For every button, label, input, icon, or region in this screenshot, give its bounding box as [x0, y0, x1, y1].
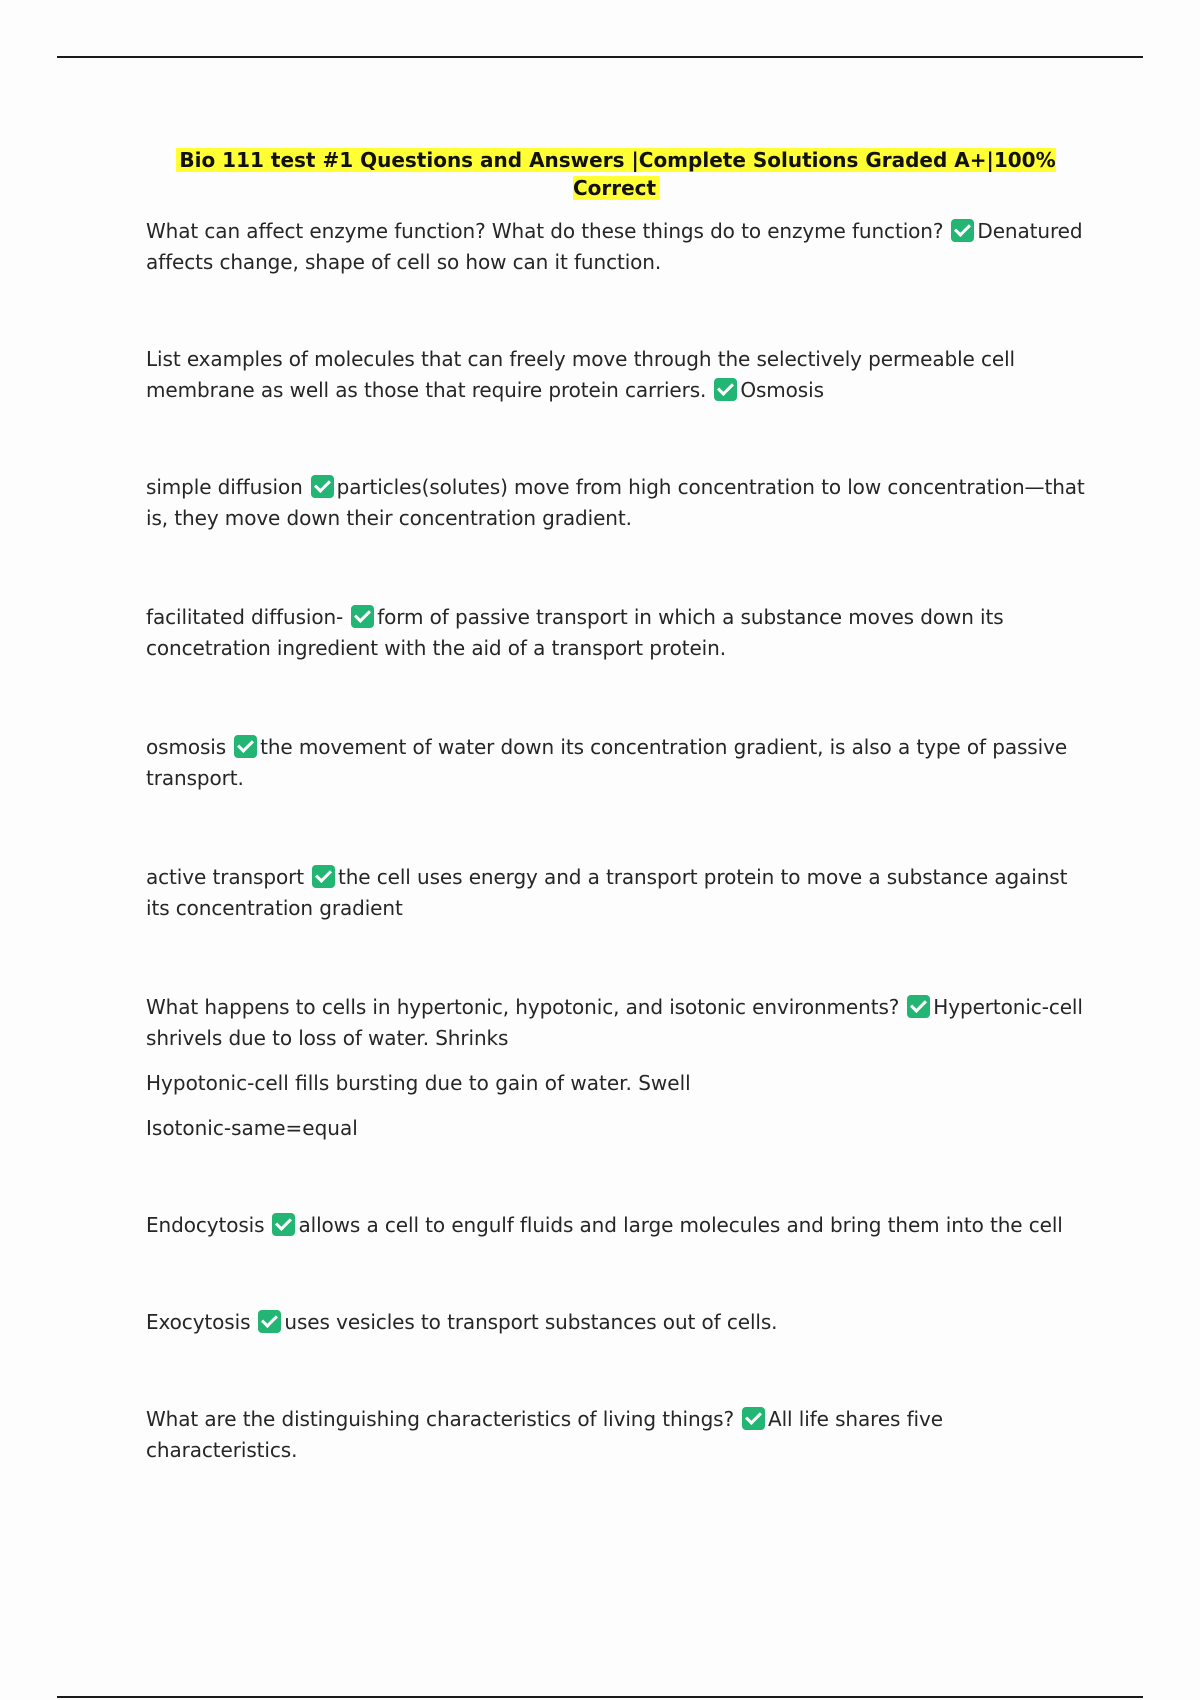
checkmark-icon: [312, 865, 335, 888]
answer-continuation: Isotonic-same=equal: [146, 1116, 358, 1140]
answer-text: form of passive transport in which a substance moves down its concetration ingredient with the aid of a transport protein.: [146, 605, 1004, 660]
checkmark-icon: [258, 1310, 281, 1333]
answer-continuation: Hypotonic-cell fills bursting due to gain of water. Swell: [146, 1071, 691, 1095]
answer-text: the movement of water down its concentration gradient, is also a type of passive transport.: [146, 735, 1068, 790]
question-text: simple diffusion: [146, 475, 303, 499]
document-title: Bio 111 test #1 Questions and Answers |Complete Solutions Graded A+|100% Correct: [146, 146, 1086, 202]
answer-text: All life shares five characteristics.: [146, 1407, 943, 1462]
checkmark-icon: [272, 1213, 295, 1236]
question-text: Exocytosis: [146, 1310, 251, 1334]
question-text: Endocytosis: [146, 1213, 265, 1237]
answer-text: Osmosis: [740, 378, 824, 402]
checkmark-icon: [951, 219, 974, 242]
checkmark-icon: [742, 1407, 765, 1430]
answer-text: Hypertonic-cell shrivels due to loss of water. Shrinks: [146, 995, 1083, 1050]
qa-item: [146, 1404, 1086, 1466]
question-text: What can affect enzyme function? What do these things do to enzyme function?: [146, 219, 944, 243]
checkmark-icon: [907, 995, 930, 1018]
qa-item: [146, 472, 1086, 534]
question-text: What are the distinguishing characteristics of living things?: [146, 1407, 735, 1431]
qa-item: [146, 992, 1086, 1144]
answer-text: Denatured affects change, shape of cell so how can it function.: [146, 219, 1083, 274]
qa-item: [146, 602, 1086, 664]
top-rule: [57, 56, 1143, 58]
qa-item: [146, 732, 1086, 794]
answer-text: uses vesicles to transport substances out of cells.: [284, 1310, 778, 1334]
checkmark-icon: [351, 605, 374, 628]
qa-item: [146, 1210, 1086, 1241]
checkmark-icon: [714, 378, 737, 401]
document-page: [146, 146, 1086, 1466]
question-text: facilitated diffusion-: [146, 605, 344, 629]
qa-item: [146, 1307, 1086, 1338]
question-text: active transport: [146, 865, 304, 889]
question-text: osmosis: [146, 735, 227, 759]
checkmark-icon: [311, 475, 334, 498]
answer-text: allows a cell to engulf fluids and large molecules and bring them into the cell: [298, 1213, 1063, 1237]
question-text: List examples of molecules that can freely move through the selectively permeable cell membrane as well as those that require protein carriers.: [146, 347, 1015, 402]
checkmark-icon: [234, 735, 257, 758]
qa-item: [146, 862, 1086, 924]
qa-item: [146, 216, 1086, 278]
answer-text: particles(solutes) move from high concentration to low concentration—that is, they move down their concentration gradient.: [146, 475, 1085, 530]
question-text: What happens to cells in hypertonic, hypotonic, and isotonic environments?: [146, 995, 900, 1019]
answer-text: the cell uses energy and a transport protein to move a substance against its concentration gradient: [146, 865, 1068, 920]
qa-item: [146, 344, 1086, 406]
bottom-rule: [57, 1696, 1143, 1698]
